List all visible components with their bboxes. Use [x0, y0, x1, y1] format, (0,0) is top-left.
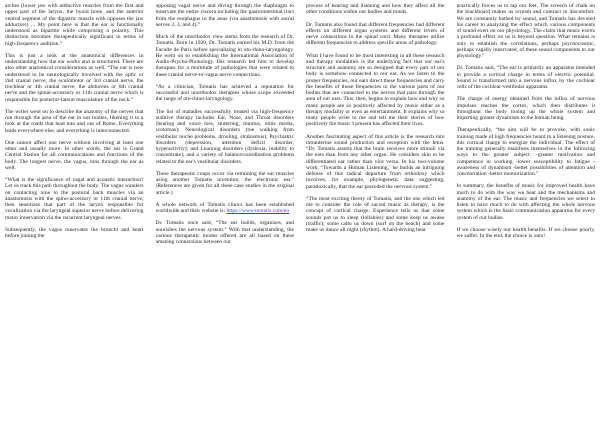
- paragraph: opposing vagal nerve and diving through the diaphragm to innervate the entire viscera including the gastrointestinal tract from the esophagus to the anus (via anastomosis with sacral nerves 2, 3, and 4).”: [155, 3, 294, 28]
- text-column-3: [306, 3, 445, 422]
- paragraph: Much of the unorthodox view stems from the research of Dr. Tomatis. Born in 1920, Dr. Tomatis earned his M.D. from the Faculte de Paris before specializing in oto-rhino-laryngology. He went on to establishing the International Association of Audio-Psycho-Phonology. His research led him to develop therapies for a multitude of pathologies that were related to these cranial nerve-to-vagus nerve connections.: [155, 34, 294, 78]
- paragraph: The list of maladies successfully treated via high-frequency auditive therapy includes Ear, Nose, and Throat disorders (hearing and voice loss, stuttering, tinnitus, otitis media, scotomas); Neurological disorders (toe walking from vestibular nuclei problems, drooling, strabismus); Psychiatric disorders (depression, attention deficit disorder, hyperactivity); and Learning disorders (dyslexia, inability to concentrate); and a variety of balance/coordination problems related to the ear's vestibular disorders.: [155, 108, 294, 165]
- paragraph: Dr. Tomatis said, “The ear is primarily an apparatus intended to provide a cortical charge in terms of electric potential. Sound is transformed into a nervous influx by the cochlear cells of the cochlear-vestibular apparatus.: [456, 65, 595, 90]
- paragraph: Subsequently, the vagus innervates the bronchi and heart before joining the: [5, 226, 144, 239]
- website-intro: A whole network of Tomatis clinics has been established worldwide and their website is:: [155, 201, 294, 214]
- paragraph: This is just a look at the anatomical differences in understanding how the ear works and is structured. There are also other anatomical considerations as well. “The ear is now understood to be neurologically involved with the optic or 2nd cranial nerve, the oculomotor or 3rd cranial nerve, the trochlear or 4th cranial nerve, the abducens or 6th cranial nerve and the spinal-accessory or 11th cranial nerve which is responsible for posterior-lateral musculature of the neck.”: [5, 52, 144, 103]
- paragraph: One cannot affect one nerve without involving at least one other and usually more. In other words, the ear is Grand Central Station for all communications and functions of the body. The longest nerve, the vagus, runs through the ear as well.: [5, 139, 144, 171]
- text-column-4: [457, 3, 596, 422]
- text-column-2: [156, 3, 295, 422]
- paragraph: Therapeutically, “the aim will be to provoke, with sonic training made of high frequencies heard in a listening posture, this cortical charge to energize the individual. The effect of the training generally manifests themselves in the following ways to the greater subject: -greater motivation and competence in working -lower susceptibility to fatigue -awareness of dynamism -better possibilities of attention and concentration -better memorization.”: [456, 127, 595, 177]
- paragraph: arches (lower jaw with adductive muscles from the first and upper part of the larynx, the hyoid bone, and the anterior ventral segment of the digastric muscle with opposes the jaw adductors) ... My point here is that the ear is functionally understood as bipartite while comprising a polarity. This distinction becomes therapeutically significant in terms of high-frequency audition.”: [5, 3, 144, 47]
- paragraph: Dr. Tomatis once said, “The ear builds, organizes, and nourishes the nervous system.” With that understanding, the various therapeutic modes offered are all based on these amazing connections between our: [155, 220, 294, 245]
- paragraph: “What is the significance of vagal and acoustic interaction? Let us track this path throughout the body. The vagus wanders on contacting nine to the postural back muscles via an anastomosis with the spino-accessory or 11th cranial nerve, then sensitizes that part of the larynx responsible for vocalization via the laryngeal superior nerve before delivering motor innervation via the recurrent laryngeal nerves.: [5, 177, 144, 221]
- paragraph: What I have found to be most interesting in all these research and therapy modalities is the underlying fact that our ear's structure and anatomy are so designed that every part of our body is somehow connected to our ear. As we listen to the proper frequencies, our ears direct these frequencies and carry the benefits of those frequencies to the various parts of our bodies that are connected to the nerves that pass through the area of our ears. This, then, begins to explain how and why so many people are so positively affected by music either as a therapy modality or even as entertainment. It explains why so many people write to me and tell me their stories of how positively the music I present has affected their lives.: [306, 52, 445, 128]
- paragraph: Dr. Tomatis also found that different frequencies had different effects on different organ systems and different levels of nerve connections to the spinal cord. Many therapies utilize different frequencies to address specific areas of pathology.: [306, 21, 445, 47]
- paragraph: The writer went on to describe the anatomy of the nerves that run through the area of the ear in our bodies, likening it to a look at the roads that lead into and out of Rome. Everything leads everywhere else, and everything is interconnected.: [5, 108, 144, 134]
- paragraph: practically forces us to tap our feet. The screech of chalk on the blackboard makes us scream and contract in discomfort. We are constantly bathed by sound, and Tomatis has devoted his career to analyzing the effect which various components of sound exert on our physiology. The claim that music exerts a profound effect on us is beyond question. What remains is only to establish the correlations, perhaps psychocosmic, perhaps vagally innervated, of these sound components to our physiology.”: [456, 3, 595, 59]
- website-link[interactable]: https://www.tomatis.com/en: [226, 208, 290, 214]
- paragraph: “As a clinician, Tomatis has achieved a reputation for successful and unorthodox therapies whose scope exceeded the range of oto-rhino-laryngology.: [155, 83, 294, 103]
- paragraph: process of hearing and listening and how they affect all the other conditions within our bodies and minds.: [306, 3, 445, 16]
- text-column-1: [5, 3, 144, 422]
- paragraph: Another fascinating aspect of this article is the research into intrauterine sound production and reception with the fetus. “Dr. Tomatis asserts that the brain receives more stimuli via the ears than from any other organ. He considers skin to be differentiated ear rather than vice versa. In his two-volume work, ‘Towards a Human Listening,’ he builds an intriguing defense of this radical departure from orthodoxy which involves, for example, phylogenetic data suggesting, paradoxically, that the ear preceded the nervous system.”: [306, 133, 445, 190]
- paragraph: The charge of energy obtained from the influx of nervous impulses reaches the cortex, which then distributes it throughout the body toning up the whole system and imparting greater dynamism to the human being.: [456, 96, 595, 121]
- paragraph: If we choose wisely our health benefits. If we choose poorly, we suffer. In the end, the choice is ours!: [456, 226, 595, 239]
- paragraph: “The most exciting theory of Tomatis, and the one which led me to consider the role of sacred music as therapy, is the concept of cortical charge. Experience tells us that some sounds put us to sleep (lullabies) and some keep us awake (traffic); some calm us down (surf on the beach) and some make us dance all night (rhythm). A hard-driving beat: [306, 195, 445, 233]
- paragraph: In summary, the benefits of music for improved health have much to do with the way we hear and the mechanisms and anatomy of the ear. The music and frequencies we select to listen to have much to do with affecting the whole nervous system which is the basic communication apparatus for every system of our bodies.: [456, 183, 595, 221]
- website-paragraph: [156, 202, 295, 215]
- paragraph: These therapeutic coups occur via retraining the ear muscles using another Tomatis invention, the electronic ear.” (References are given for all these case studies in the original article.): [155, 170, 294, 196]
